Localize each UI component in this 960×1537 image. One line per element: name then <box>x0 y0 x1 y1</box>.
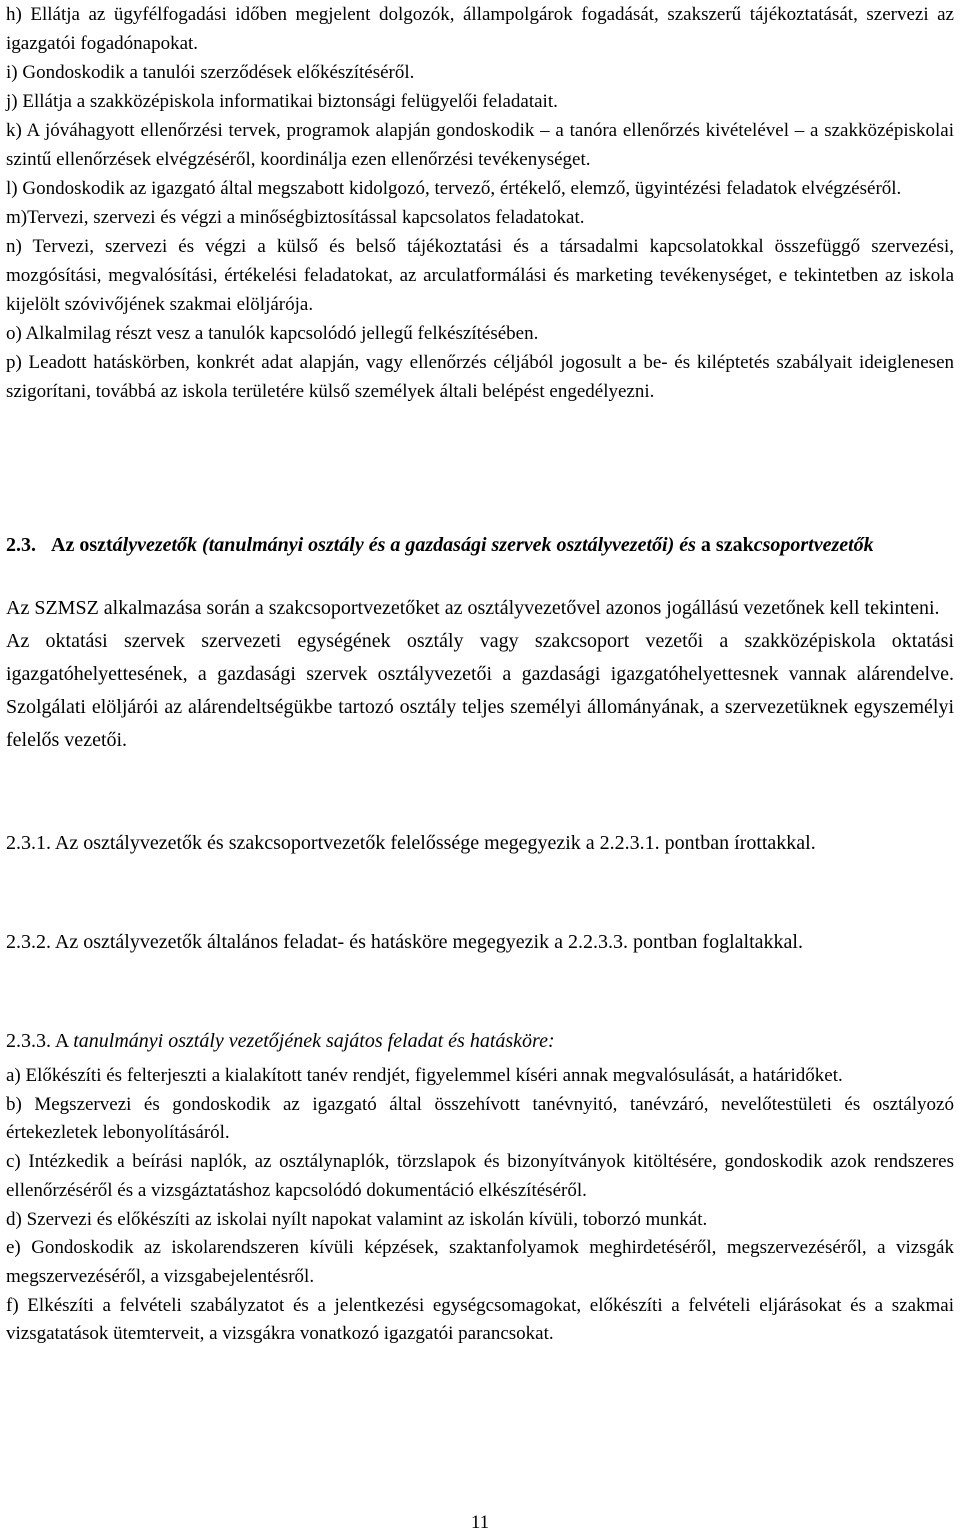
item-b: b) Megszervezi és gondoskodik az igazgató által összehívott tanévnyitó, tanévzáró, nevelőtestületi és osztályozó értekezletek lebonyolításáról. <box>6 1093 954 1144</box>
item-m: m)Tervezi, szervezi és végzi a minőségbiztosítással kapcsolatos feladatokat. <box>6 207 585 228</box>
heading-part3: a szak <box>700 534 754 556</box>
section-title: tanulmányi osztály vezetőjének sajátos feladat és hatásköre: <box>73 1030 555 1052</box>
section-2-3-body <box>6 592 954 757</box>
section-2-3-3 <box>6 1025 954 1058</box>
item-d: d) Szervezi és előkészíti az iskolai nyílt napokat valamint az iskolán kívüli, toborzó munkát. <box>6 1208 708 1230</box>
section-number: 2.3. <box>6 534 36 556</box>
item-n: n) Tervezi, szervezi és végzi a külső és belső tájékoztatási és a társadalmi kapcsolatokkal összefüggő szervezési, mozgósítási, megvalósítási, értékelési feladatokat, az arculatformálási és marketing tevékenységet, e tekintetben az iskola kijelölt szóvivőjének szakmai elöljárója. <box>6 236 954 315</box>
bottom-item-list <box>6 1062 954 1349</box>
heading-part2: ályvezetők (tanulmányi osztály és a gazdasági szervek osztályvezetői) és <box>112 534 696 556</box>
item-l: l) Gondoskodik az igazgató által megszabott kidolgozó, tervező, értékelő, elemző, ügyintézési feladatok elvégzéséről. <box>6 178 902 199</box>
paragraph: 2.3.1. Az osztályvezetők és szakcsoportvezetők felelőssége megegyezik a 2.2.3.1. pontban írottakkal. <box>6 832 816 854</box>
item-h: h) Ellátja az ügyfélfogadási időben megjelent dolgozók, állampolgárok fogadását, szakszerű tájékoztatását, szervezi az igazgatói fogadónapokat. <box>6 4 954 54</box>
item-o: o) Alkalmilag részt vesz a tanulók kapcsolódó jellegű felkészítésében. <box>6 323 539 344</box>
item-j: j) Ellátja a szakközépiskola informatikai biztonsági felügyelői feladatait. <box>6 91 558 112</box>
section-2-3-3-title <box>6 1025 954 1058</box>
section-2-3-1 <box>6 827 954 860</box>
section-2-3-2 <box>6 926 954 959</box>
item-f: f) Elkészíti a felvételi szabályzatot és a jelentkezési egységcsomagokat, előkészíti a felvételi eljárásokat és a szakmai vizsgatatások ütemterveit, a vizsgákra vonatkozó igazgatói parancsokat. <box>6 1294 954 1345</box>
heading-part4: csoportvezetők <box>753 534 874 556</box>
top-item-list <box>6 0 954 406</box>
item-a: a) Előkészíti és felterjeszti a kialakított tanév rendjét, figyelemmel kíséri annak megvalósulását, a határidőket. <box>6 1065 843 1086</box>
item-k: k) A jóváhagyott ellenőrzési tervek, programok alapján gondoskodik – a tanóra ellenőrzés kivételével – a szakközépiskolai szintű ellenőrzések elvégzéséről, koordinálja ezen ellenőrzési tevékenységet. <box>6 120 954 170</box>
item-i: i) Gondoskodik a tanulói szerződések előkészítéséről. <box>6 62 415 83</box>
paragraph: Az oktatási szervek szervezeti egységének osztály vagy szakcsoport vezetői a szakközépiskola oktatási igazgatóhelyettesének, a gazdasági szervek osztályvezetői a gazdasági igazgatóhelyettesnek vannak alárendelve. Szolgálati elöljárói az alárendeltségükbe tartozó osztály teljes személyi állományának, a szervezetüknek egyszemélyi felelős vezetői. <box>6 630 954 751</box>
paragraph: 2.3.2. Az osztályvezetők általános feladat- és hatásköre megegyezik a 2.2.3.3. pontban foglaltakkal. <box>6 931 803 953</box>
item-c: c) Intézkedik a beírási naplók, az osztálynaplók, törzslapok és bizonyítványok kitöltésére, gondoskodik azok rendszeres ellenőrzéséről és a vizsgáztatáshoz kapcsolódó dokumentáció elkészítéséről. <box>6 1151 954 1201</box>
page-number: 11 <box>470 1512 490 1533</box>
heading-part1: Az oszt <box>51 534 113 556</box>
item-p: p) Leadott hatáskörben, konkrét adat alapján, vagy ellenőrzés céljából jogosult a be- és kiléptetés szabályait ideiglenesen szigorítani, továbbá az iskola területére külső személyek általi belépést engedélyezni. <box>6 352 954 402</box>
section-number: 2.3.3. A <box>6 1030 74 1052</box>
item-e: e) Gondoskodik az iskolarendszeren kívüli képzések, szaktanfolyamok meghirdetéséről, megszervezéséről, a vizsgák megszervezéséről, a vizsgabejelentésről. <box>6 1237 954 1287</box>
paragraph: Az SZMSZ alkalmazása során a szakcsoportvezetőket az osztályvezetővel azonos jogállású vezetőnek kell tekinteni. <box>6 597 940 619</box>
section-heading-2-3 <box>6 529 954 562</box>
